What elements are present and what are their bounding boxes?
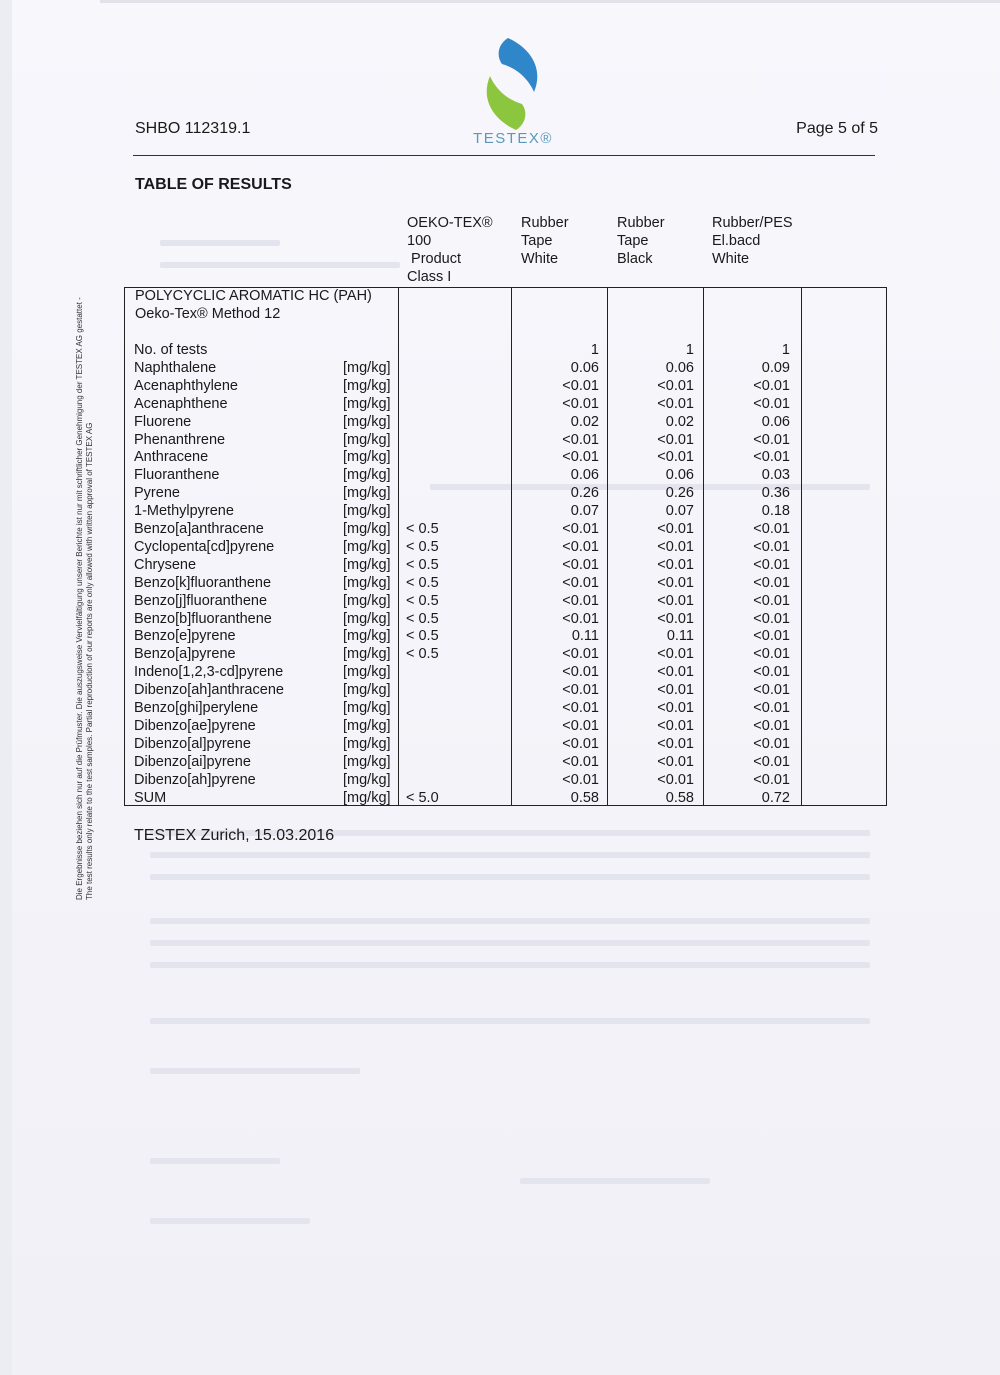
column-header-oeko-tex-limit [407, 214, 493, 286]
table-row [0, 753, 1000, 771]
row-limit-value: < 5.0 [406, 789, 439, 806]
row-unit: [mg/kg] [343, 735, 391, 752]
column-header-line: Tape [521, 233, 553, 249]
row-limit-value: < 0.5 [406, 574, 439, 591]
test-group-title: POLYCYCLIC AROMATIC HC (PAH) [135, 288, 372, 304]
row-result-sample-1: <0.01 [562, 592, 599, 609]
row-substance-name: Benzo[j]fluoranthene [134, 592, 268, 609]
row-result-sample-2: <0.01 [657, 395, 694, 412]
row-result-sample-3: <0.01 [753, 682, 790, 699]
row-result-sample-2: <0.01 [657, 610, 694, 627]
table-row [0, 538, 1000, 556]
table-row [0, 502, 1000, 520]
table-row [0, 377, 1000, 395]
row-unit: [mg/kg] [343, 521, 391, 537]
row-unit: [mg/kg] [343, 700, 391, 716]
row-result-sample-2: 0.06 [665, 359, 694, 376]
row-result-sample-3: <0.01 [753, 628, 790, 645]
row-unit: [mg/kg] [343, 377, 391, 394]
row-unit: [mg/kg] [343, 574, 391, 591]
row-result-sample-1: 1 [590, 342, 599, 358]
disclaimer-german: Die Ergebnisse beziehen sich nur auf die Prüfmuster. Die auszugsweise Vervielfältigung unserer Berichte ist nur mit schriftlicher Genehmigung der TESTEX AG gestattet - [75, 297, 84, 900]
row-result-sample-1: <0.01 [562, 664, 599, 681]
row-result-sample-1: 0.02 [570, 413, 599, 430]
table-row [0, 359, 1000, 377]
row-result-sample-3: 0.18 [761, 503, 790, 520]
row-unit: [mg/kg] [343, 592, 391, 609]
row-substance-name: Indeno[1,2,3-cd]pyrene [134, 664, 284, 681]
row-unit: [mg/kg] [343, 413, 391, 430]
show-through-mark [160, 240, 280, 246]
row-result-sample-2: 0.02 [665, 413, 694, 430]
row-result-sample-1: 0.11 [571, 628, 599, 645]
row-result-sample-2: 0.58 [665, 789, 694, 806]
table-row [0, 771, 1000, 789]
row-result-sample-3: 0.36 [761, 485, 790, 502]
page-number: Page 5 of 5 [796, 120, 878, 137]
section-title: TABLE OF RESULTS [135, 176, 292, 193]
row-result-sample-3: 0.09 [761, 359, 790, 376]
row-substance-name: SUM [134, 789, 167, 806]
row-substance-name: Benzo[ghi]perylene [134, 700, 259, 716]
show-through-mark [150, 874, 870, 880]
column-header-line: OEKO-TEX® [407, 215, 493, 231]
column-header-line: White [521, 251, 559, 267]
row-substance-name: Benzo[a]pyrene [134, 646, 236, 663]
row-result-sample-3: <0.01 [753, 521, 790, 537]
test-method: Oeko-Tex® Method 12 [135, 306, 281, 322]
table-row [0, 610, 1000, 628]
testex-logo-icon [472, 34, 552, 134]
row-result-sample-2: <0.01 [657, 556, 694, 573]
row-unit: [mg/kg] [343, 485, 391, 502]
logo-blue-swoosh [499, 38, 538, 92]
row-result-sample-1: <0.01 [562, 682, 599, 699]
row-result-sample-2: <0.01 [657, 574, 694, 591]
column-header-line: Rubber [617, 215, 665, 231]
row-result-sample-2: 0.11 [666, 628, 694, 645]
row-unit: [mg/kg] [343, 717, 391, 734]
row-result-sample-1: <0.01 [562, 735, 599, 752]
row-limit-value: < 0.5 [406, 646, 439, 663]
row-result-sample-1: <0.01 [562, 431, 599, 448]
table-row [0, 735, 1000, 753]
row-substance-name: 1-Methylpyrene [134, 503, 234, 520]
show-through-mark [150, 1068, 360, 1074]
column-header-line: El.bacd [712, 233, 761, 249]
row-result-sample-2: 1 [685, 342, 694, 358]
row-result-sample-2: <0.01 [657, 753, 694, 770]
row-result-sample-1: 0.58 [570, 789, 599, 806]
column-header-line: Rubber/PES [712, 215, 793, 231]
show-through-mark [160, 262, 400, 268]
row-result-sample-3: 0.03 [761, 467, 790, 484]
table-row [0, 663, 1000, 681]
document-id: SHBO 112319.1 [135, 120, 251, 137]
table-row [0, 431, 1000, 449]
row-substance-name: Benzo[k]fluoranthene [134, 574, 272, 591]
row-substance-name: Dibenzo[ah]pyrene [134, 771, 256, 788]
row-substance-name: Dibenzo[ae]pyrene [134, 717, 256, 734]
row-result-sample-1: <0.01 [562, 700, 599, 716]
row-result-sample-1: 0.06 [570, 467, 599, 484]
column-header-sample-1 [521, 214, 569, 268]
row-result-sample-3: <0.01 [753, 646, 790, 663]
page-top-edge [100, 0, 1000, 3]
table-row [0, 466, 1000, 484]
row-result-sample-2: 0.06 [665, 467, 694, 484]
row-substance-name: Acenaphthylene [134, 377, 238, 394]
row-substance-name: Phenanthrene [134, 431, 226, 448]
row-substance-name: Benzo[b]fluoranthene [134, 610, 272, 627]
column-header-line: Product [407, 251, 461, 267]
row-substance-name: Dibenzo[ai]pyrene [134, 753, 251, 770]
row-result-sample-1: <0.01 [562, 395, 599, 412]
show-through-mark [150, 852, 870, 858]
table-row [0, 627, 1000, 645]
row-result-sample-2: 0.26 [665, 485, 694, 502]
row-substance-name: Acenaphthene [134, 395, 228, 412]
row-result-sample-1: <0.01 [562, 449, 599, 466]
row-unit: [mg/kg] [343, 556, 391, 573]
row-result-sample-2: <0.01 [657, 735, 694, 752]
row-result-sample-1: <0.01 [562, 646, 599, 663]
column-header-line: Class I [407, 269, 452, 285]
column-header-line: Rubber [521, 215, 569, 231]
show-through-mark [150, 962, 870, 968]
row-substance-name: Benzo[a]anthracene [134, 521, 264, 537]
row-substance-name: Cyclopenta[cd]pyrene [134, 538, 275, 555]
table-row [0, 520, 1000, 538]
row-result-sample-3: <0.01 [753, 592, 790, 609]
table-row [0, 574, 1000, 592]
row-result-sample-2: <0.01 [657, 449, 694, 466]
row-result-sample-2: 0.07 [665, 503, 694, 520]
row-substance-name: Dibenzo[al]pyrene [134, 735, 251, 752]
row-result-sample-1: <0.01 [562, 377, 599, 394]
row-result-sample-1: <0.01 [562, 753, 599, 770]
header-rule [133, 155, 875, 156]
row-unit: [mg/kg] [343, 395, 391, 412]
table-row [0, 789, 1000, 807]
row-unit: [mg/kg] [343, 789, 391, 806]
table-row [0, 413, 1000, 431]
row-result-sample-3: <0.01 [753, 574, 790, 591]
row-unit: [mg/kg] [343, 538, 391, 555]
column-header-sample-2 [617, 214, 665, 268]
row-result-sample-3: <0.01 [753, 700, 790, 716]
row-result-sample-1: 0.06 [570, 359, 599, 376]
row-result-sample-2: <0.01 [657, 521, 694, 537]
row-limit-value: < 0.5 [406, 556, 439, 573]
row-unit: [mg/kg] [343, 628, 391, 645]
logo-green-swoosh [487, 76, 526, 130]
row-result-sample-3: <0.01 [753, 449, 790, 466]
row-substance-name: Fluoranthene [134, 467, 220, 484]
row-result-sample-1: <0.01 [562, 771, 599, 788]
row-substance-name: Benzo[e]pyrene [134, 628, 236, 645]
show-through-mark [520, 1178, 710, 1184]
row-result-sample-3: 0.72 [761, 789, 790, 806]
row-limit-value: < 0.5 [406, 521, 439, 537]
row-unit: [mg/kg] [343, 610, 391, 627]
row-unit: [mg/kg] [343, 682, 391, 699]
row-unit: [mg/kg] [343, 753, 391, 770]
show-through-mark [150, 940, 870, 946]
row-substance-name: Naphthalene [134, 359, 217, 376]
table-row [0, 592, 1000, 610]
row-result-sample-3: <0.01 [753, 771, 790, 788]
row-substance-name: Fluorene [134, 413, 192, 430]
row-unit: [mg/kg] [343, 431, 391, 448]
row-result-sample-2: <0.01 [657, 431, 694, 448]
row-limit-value: < 0.5 [406, 592, 439, 609]
row-result-sample-3: <0.01 [753, 556, 790, 573]
row-result-sample-3: <0.01 [753, 664, 790, 681]
row-result-sample-2: <0.01 [657, 538, 694, 555]
row-result-sample-3: <0.01 [753, 431, 790, 448]
brand-wordmark: TESTEX® [473, 130, 553, 147]
table-row [0, 448, 1000, 466]
row-result-sample-1: <0.01 [562, 610, 599, 627]
row-result-sample-1: <0.01 [562, 521, 599, 537]
table-row [0, 484, 1000, 502]
row-limit-value: < 0.5 [406, 628, 439, 645]
row-substance-name: Pyrene [134, 485, 180, 502]
row-result-sample-2: <0.01 [657, 646, 694, 663]
row-unit: [mg/kg] [343, 646, 391, 663]
row-result-sample-2: <0.01 [657, 700, 694, 716]
row-result-sample-1: <0.01 [562, 538, 599, 555]
row-result-sample-3: <0.01 [753, 395, 790, 412]
table-row [0, 556, 1000, 574]
disclaimer-english: The test results only relate to the test samples. Partial reproduction of our reports are only allowed with written approval of TESTEX AG [85, 422, 94, 900]
show-through-mark [150, 1218, 310, 1224]
row-substance-name: No. of tests [134, 342, 208, 358]
column-header-line: 100 [407, 233, 432, 249]
show-through-mark [150, 918, 870, 924]
row-result-sample-2: <0.01 [657, 664, 694, 681]
disclaimer-side-text [75, 297, 95, 900]
table-row [0, 699, 1000, 717]
row-result-sample-3: <0.01 [753, 735, 790, 752]
row-result-sample-1: 0.07 [570, 503, 599, 520]
row-unit: [mg/kg] [343, 771, 391, 788]
table-row [0, 341, 1000, 359]
signature-place-date: TESTEX Zurich, 15.03.2016 [134, 827, 335, 844]
show-through-mark [150, 1018, 870, 1024]
row-substance-name: Chrysene [134, 556, 197, 573]
row-substance-name: Dibenzo[ah]anthracene [134, 682, 284, 699]
table-row [0, 645, 1000, 663]
row-result-sample-1: <0.01 [562, 574, 599, 591]
row-unit: [mg/kg] [343, 449, 391, 466]
row-result-sample-3: 0.06 [761, 413, 790, 430]
row-result-sample-3: 1 [781, 342, 790, 358]
row-limit-value: < 0.5 [406, 610, 439, 627]
row-limit-value: < 0.5 [406, 538, 439, 555]
row-result-sample-3: <0.01 [753, 610, 790, 627]
row-result-sample-1: <0.01 [562, 556, 599, 573]
table-row [0, 395, 1000, 413]
column-header-sample-3 [712, 214, 793, 268]
row-unit: [mg/kg] [343, 503, 391, 520]
row-result-sample-3: <0.01 [753, 377, 790, 394]
row-result-sample-2: <0.01 [657, 682, 694, 699]
row-result-sample-2: <0.01 [657, 377, 694, 394]
row-unit: [mg/kg] [343, 467, 391, 484]
row-result-sample-2: <0.01 [657, 592, 694, 609]
column-header-line: White [712, 251, 750, 267]
row-result-sample-1: <0.01 [562, 717, 599, 734]
row-unit: [mg/kg] [343, 359, 391, 376]
row-result-sample-2: <0.01 [657, 717, 694, 734]
row-unit: [mg/kg] [343, 664, 391, 681]
row-substance-name: Anthracene [134, 449, 209, 466]
column-header-line: Tape [617, 233, 649, 249]
row-result-sample-3: <0.01 [753, 538, 790, 555]
row-result-sample-3: <0.01 [753, 717, 790, 734]
show-through-mark [150, 1158, 280, 1164]
table-row [0, 717, 1000, 735]
row-result-sample-1: 0.26 [570, 485, 599, 502]
column-header-line: Black [617, 251, 653, 267]
table-row [0, 681, 1000, 699]
row-result-sample-3: <0.01 [753, 753, 790, 770]
row-result-sample-2: <0.01 [657, 771, 694, 788]
